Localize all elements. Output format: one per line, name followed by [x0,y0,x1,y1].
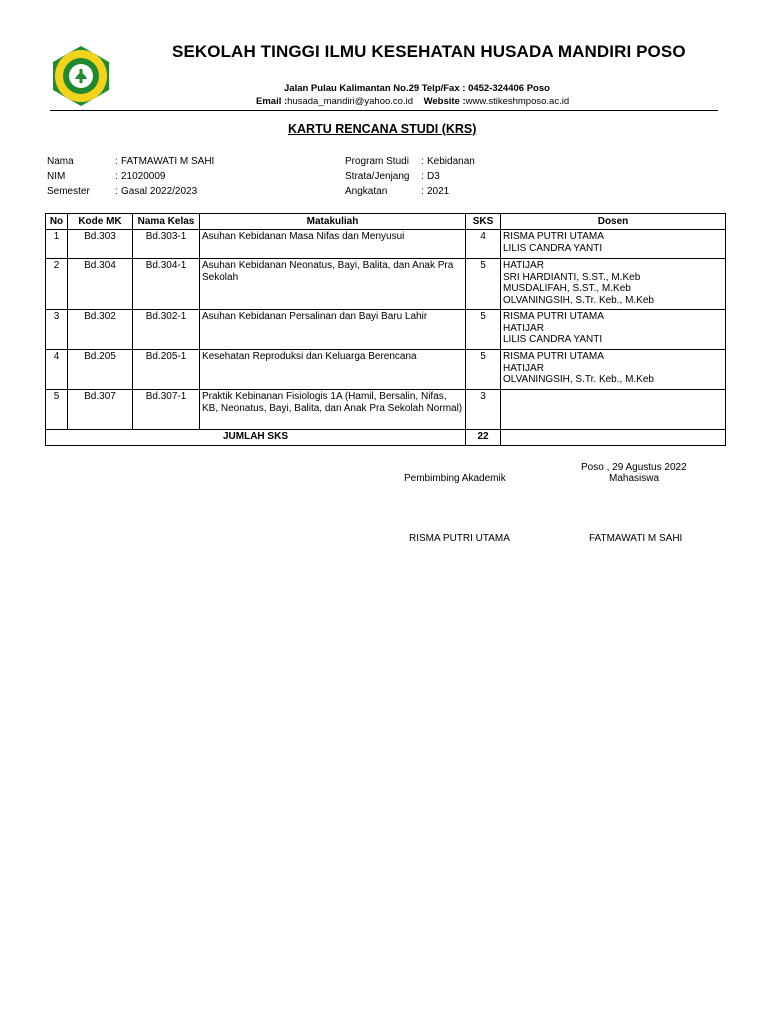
table-row [46,230,726,259]
dosen-name: HATIJAR [503,362,544,374]
info-value: D3 [427,171,440,182]
cell-kode: Bd.307 [68,390,133,430]
cell-kelas: Bd.205-1 [133,350,200,390]
info-value: 2021 [427,186,450,197]
info-sep: : [115,156,118,167]
cell-sks: 5 [466,310,501,350]
cell-no: 4 [46,350,68,390]
table-row [46,350,726,390]
info-label: Angkatan [345,186,388,197]
email-label: Email : [256,96,288,107]
cell-sks: 5 [466,350,501,390]
school-name: SEKOLAH TINGGI ILMU KESEHATAN HUSADA MANDIRI POSO [172,42,686,61]
document-title: KARTU RENCANA STUDI (KRS) [288,122,477,136]
col-header-sks: SKS [466,214,501,230]
info-value: FATMAWATI M SAHI [121,156,215,167]
dosen-name: RISMA PUTRI UTAMA [503,311,604,322]
cell-dosen [501,350,726,390]
dosen-name: OLVANINGSIH, S.Tr. Keb., M.Keb [503,374,654,385]
cell-kelas: Bd.304-1 [133,259,200,310]
info-label: Semester [47,186,90,197]
student-name: FATMAWATI M SAHI [589,533,683,544]
dosen-name: OLVANINGSIH, S.Tr. Keb., M.Keb [503,294,654,306]
dosen-name: MUSDALIFAH, S.ST., M.Keb [503,283,631,294]
student-role: Mahasiswa [609,473,660,484]
dosen-name: RISMA PUTRI UTAMA [503,231,604,242]
total-label: JUMLAH SKS [46,430,466,446]
table-row [46,259,726,310]
cell-dosen [501,230,726,259]
cell-dosen [501,310,726,350]
krs-table [45,213,726,446]
col-header-kode: Kode MK [68,214,133,230]
col-header-kelas: Nama Kelas [133,214,200,230]
cell-no: 1 [46,230,68,259]
cell-kelas: Bd.307-1 [133,390,200,430]
info-sep: : [115,171,118,182]
school-logo [50,45,112,107]
table-header-row [46,214,726,230]
dosen-name: HATIJAR [503,322,544,334]
info-sep: : [115,186,118,197]
info-sep: : [421,171,424,182]
website-value: www.stikeshmposo.ac.id [465,96,570,107]
email-value: husada_mandiri@yahoo.co.id [287,96,413,107]
cell-no: 5 [46,390,68,430]
info-label: Nama [47,156,74,167]
info-label: NIM [47,171,66,182]
dosen-name: LILIS CANDRA YANTI [503,242,603,254]
advisor-name: RISMA PUTRI UTAMA [409,533,510,544]
cell-matakuliah: Asuhan Kebidanan Masa Nifas dan Menyusui [200,230,466,259]
table-total-row [46,430,726,446]
advisor-role: Pembimbing Akademik [404,473,506,484]
cell-kelas: Bd.303-1 [133,230,200,259]
table-row [46,390,726,430]
info-sep: : [421,186,424,197]
cell-kode: Bd.303 [68,230,133,259]
dosen-name: HATIJAR [503,260,544,271]
cell-kelas: Bd.302-1 [133,310,200,350]
school-address: Jalan Pulau Kalimantan No.29 Telp/Fax : 0452-324406 Poso [284,83,550,94]
table-row [46,310,726,350]
cell-dosen [501,259,726,310]
cell-sks: 3 [466,390,501,430]
cell-no: 3 [46,310,68,350]
dosen-name: LILIS CANDRA YANTI [503,334,603,345]
info-label: Strata/Jenjang [345,171,410,182]
info-value: Gasal 2022/2023 [121,186,198,197]
cell-no: 2 [46,259,68,310]
cell-dosen [501,390,726,430]
dosen-name: SRI HARDIANTI, S.ST., M.Keb [503,271,641,283]
info-value: Kebidanan [427,156,475,167]
cell-matakuliah: Kesehatan Reproduksi dan Keluarga Berencana [200,350,466,390]
col-header-dosen: Dosen [501,214,726,230]
signature-date: Poso , 29 Agustus 2022 [581,462,687,473]
total-sks: 22 [466,430,501,446]
cell-kode: Bd.304 [68,259,133,310]
dosen-name: RISMA PUTRI UTAMA [503,351,604,362]
cell-sks: 5 [466,259,501,310]
cell-sks: 4 [466,230,501,259]
cell-matakuliah: Asuhan Kebidanan Persalinan dan Bayi Baru Lahir [200,310,466,350]
col-header-matakuliah: Matakuliah [200,214,466,230]
total-empty [501,430,726,446]
info-label: Program Studi [345,156,409,167]
school-contact [256,96,569,107]
cell-matakuliah: Praktik Kebinanan Fisiologis 1A (Hamil, Bersalin, Nifas, KB, Neonatus, Bayi, Balita, dan Anak Pra Sekolah Normal) [200,390,466,430]
cell-matakuliah: Asuhan Kebidanan Neonatus, Bayi, Balita, dan Anak Pra Sekolah [200,259,466,310]
info-value: 21020009 [121,171,166,182]
header-divider [50,110,718,111]
col-header-no: No [46,214,68,230]
cell-kode: Bd.302 [68,310,133,350]
cell-kode: Bd.205 [68,350,133,390]
website-label: Website : [423,96,466,107]
info-sep: : [421,156,424,167]
